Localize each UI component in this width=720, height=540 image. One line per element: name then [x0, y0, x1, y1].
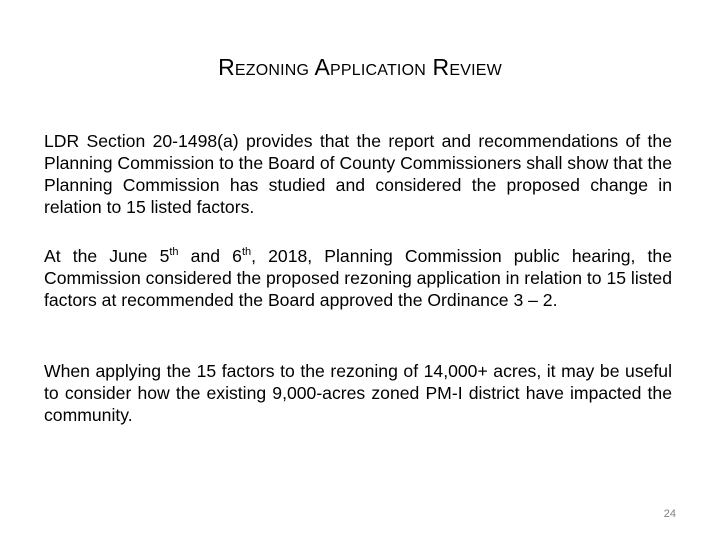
paragraph-factors: When applying the 15 factors to the rezoning of 14,000+ acres, it may be useful to consider how the existing 9,000-acres zoned PM-I district have impacted the community. [44, 361, 672, 425]
ordinal-suffix-2: th [241, 246, 252, 258]
hearing-text-part3: , 2018, Planning Commission public hearing, the Commission considered the proposed rezoning application in relation to 15 listed factors at recommended the Board approved the Ordinance 3 – 2. [44, 246, 672, 310]
ordinal-suffix-1: th [169, 246, 179, 258]
paragraph-hearing [44, 245, 672, 311]
slide-title: Rezoning Application Review [218, 54, 502, 80]
hearing-text-part1: At the June 5 [44, 246, 170, 266]
hearing-text-part2: and 6 [178, 246, 242, 266]
paragraph-ldr-section: LDR Section 20-1498(a) provides that the report and recommendations of the Planning Commission to the Board of County Commissioners shall show that the Planning Commission has studied and considered the proposed change in relation to 15 listed factors. [44, 131, 672, 217]
page-number: 24 [663, 508, 676, 520]
